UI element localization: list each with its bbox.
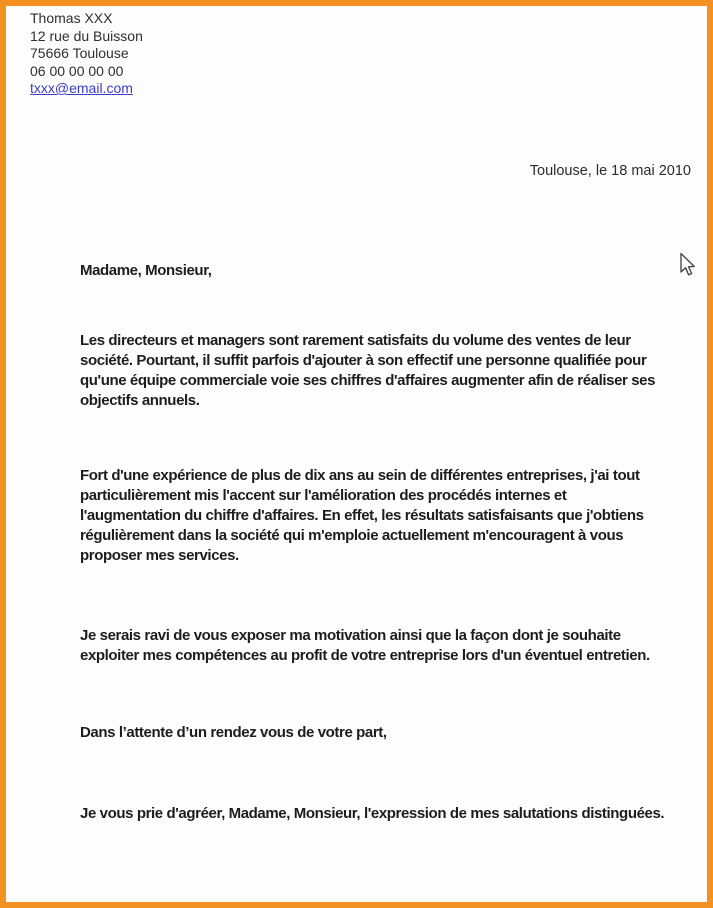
date-line: Toulouse, le 18 mai 2010 [529,163,691,179]
paragraph-3: Je serais ravi de vous exposer ma motivation ainsi que la façon dont je souhaite exploiter mes compétences au profit de votre entreprise lors d'un éventuel entretien. [80,627,650,664]
letter-body [80,261,665,824]
paragraph-4: Dans l’attente d’un rendez vous de votre part, [80,724,387,741]
salutation: Madame, Monsieur, [80,262,212,279]
sender-address-city: 75666 Toulouse [30,45,129,61]
sender-name: Thomas XXX [30,10,113,26]
paragraph-5: Je vous prie d'agréer, Madame, Monsieur, l'expression de mes salutations distinguées. [80,805,665,822]
mouse-pointer-icon [677,252,697,279]
sender-phone: 06 00 00 00 00 [30,62,124,79]
sender-block [30,10,143,98]
paragraph-1: Les directeurs et managers sont rarement satisfaits du volume des ventes de leur société. Pourtant, il suffit parfois d'ajouter à son effectif une personne qualifiée pour qu'une équipe commerciale voie ses chiffres d'affaires augmenter afin de réaliser ses objectifs annuels. [80,332,656,409]
sender-address-street: 12 rue du Buisson [30,27,143,44]
sender-email-link[interactable]: txxx@email.com [30,80,133,96]
paragraph-2: Fort d'une expérience de plus de dix ans au sein de différentes entreprises, j'ai tout particulièrement mis l'accent sur l'amélioration des procédés internes et l'augmentation du chiffre d'affaires. En effet, les résultats satisfaisants que j'obtiens régulièrement dans la société qui m'emploie actuellement m'encouragent à vous proposer mes services. [80,467,644,564]
